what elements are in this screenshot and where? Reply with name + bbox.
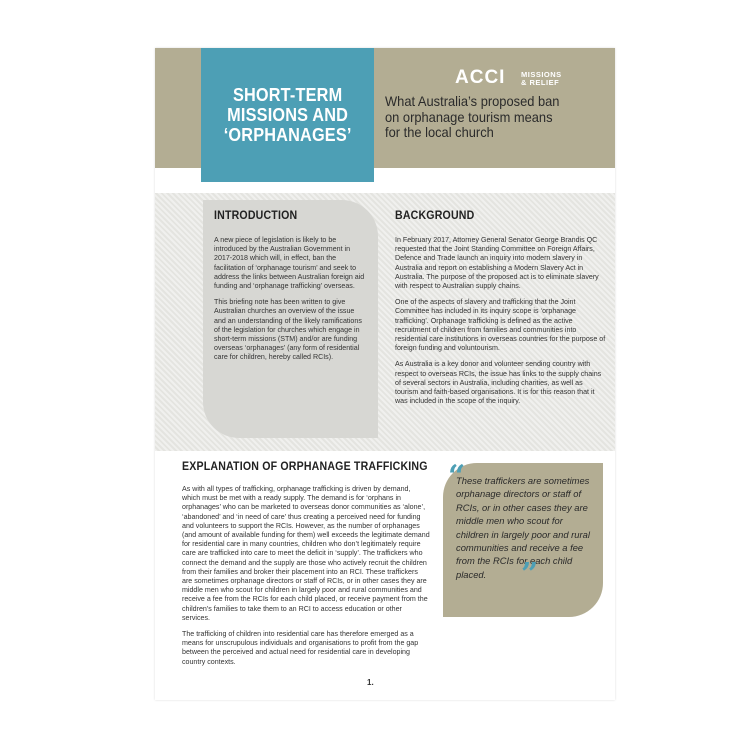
document-title: SHORT-TERM MISSIONS AND ‘ORPHANAGES’ <box>223 84 352 145</box>
open-quote-icon: “ <box>448 459 466 494</box>
introduction-paragraph-2: This briefing note has been written to give Australian churches an overview of the issue and an understanding of the likely ramifications of the legislation for churches which engage in short-term missions (STM) and/or are funding overseas ‘orphanages’ (any form of residential care for children, hereby called RCIs). <box>214 298 362 362</box>
title-box <box>201 48 374 182</box>
pullquote-text: These traffickers are sometimes orphanage directors or staff of RCIs, or in other cases they are middle men who scout for children in largely poor and rural communities and receive a fee from the RCIs for each child placed. <box>456 475 590 580</box>
document-page <box>155 48 615 700</box>
background-paragraph-3: As Australia is a key donor and volunteer sending country with respect to overseas RCIs, the issue has links to the supply chains of several sectors in Australia, including charities, as well as tourism and faith-based organisations. It is for this reason that it was included in the scope of the inquiry. <box>395 360 602 406</box>
background-heading: BACKGROUND <box>395 210 475 222</box>
close-quote-icon: ” <box>521 557 539 592</box>
acci-logo <box>455 68 585 88</box>
logo-wordmark: ACCI <box>455 67 506 88</box>
explanation-paragraph-2: The trafficking of children into residential care has therefore emerged as a means for unscrupulous individuals and organisations to profit from the gap between the perceived and actual need for residential care in developing country contexts. <box>182 630 419 666</box>
logo-tagline: MISSIONS & RELIEF <box>521 70 562 87</box>
document-subtitle: What Australia’s proposed ban on orphanage tourism means for the local church <box>385 93 560 140</box>
introduction-body <box>214 236 366 370</box>
page-number: 1. <box>367 678 374 687</box>
introduction-paragraph-1: A new piece of legislation is likely to be introduced by the Australian Government in 2017-2018 which will, in effect, ban the facilitation of ‘orphanage tourism’ and seek to address the links between Australian foreign aid funding and ‘orphanage trafficking’ overseas. <box>214 236 365 291</box>
background-paragraph-1: In February 2017, Attorney General Senator George Brandis QC requested that the Joint Standing Committee on Foreign Affairs, Defence and Trade launch an inquiry into modern slavery in Australia and report on establishing a Modern Slavery Act in Australia. The purpose of the proposed act is to eliminate slavery with respect to Australian supply chains. <box>395 236 599 291</box>
background-body <box>395 236 607 413</box>
background-paragraph-2: One of the aspects of slavery and trafficking that the Joint Committee has included in its inquiry scope is ‘orphanage trafficking’. Orphanage trafficking is defined as the active recruitment of children from families and communities into residential care institutions in overseas countries for the purpose of foreign funding and voluntourism. <box>395 298 606 353</box>
explanation-paragraph-1: As with all types of trafficking, orphanage trafficking is driven by demand, which must be met with a ready supply. The demand is for ‘orphans in orphanages’ who can be marketed to overseas donor communities as ‘alone’, ‘abandoned’ and ‘in need of care’ thus creating a perceived need for funding and volunteers to support the RCIs. However, as the number of orphanages (and amount of available funding for them) well exceeds the legitimate demand for residential care in many countries, children who don’t legitimately require care are trafficked into care to meet the deficit in ‘supply’. The traffickers who connect the demand and the supply are those who actively recruit the children from their families and broker their placement into an RCI. These traffickers are sometimes orphanage directors or staff of RCIs, or in other cases they are middle men who scout for children in largely poor and rural communities and receive a fee from the RCIs for each child placed, or receive payment from the children’s families to take them to an RCI to access education or other services. <box>182 485 430 622</box>
introduction-heading: INTRODUCTION <box>214 210 298 222</box>
explanation-heading: EXPLANATION OF ORPHANAGE TRAFFICKING <box>182 461 428 473</box>
explanation-body <box>182 485 430 674</box>
